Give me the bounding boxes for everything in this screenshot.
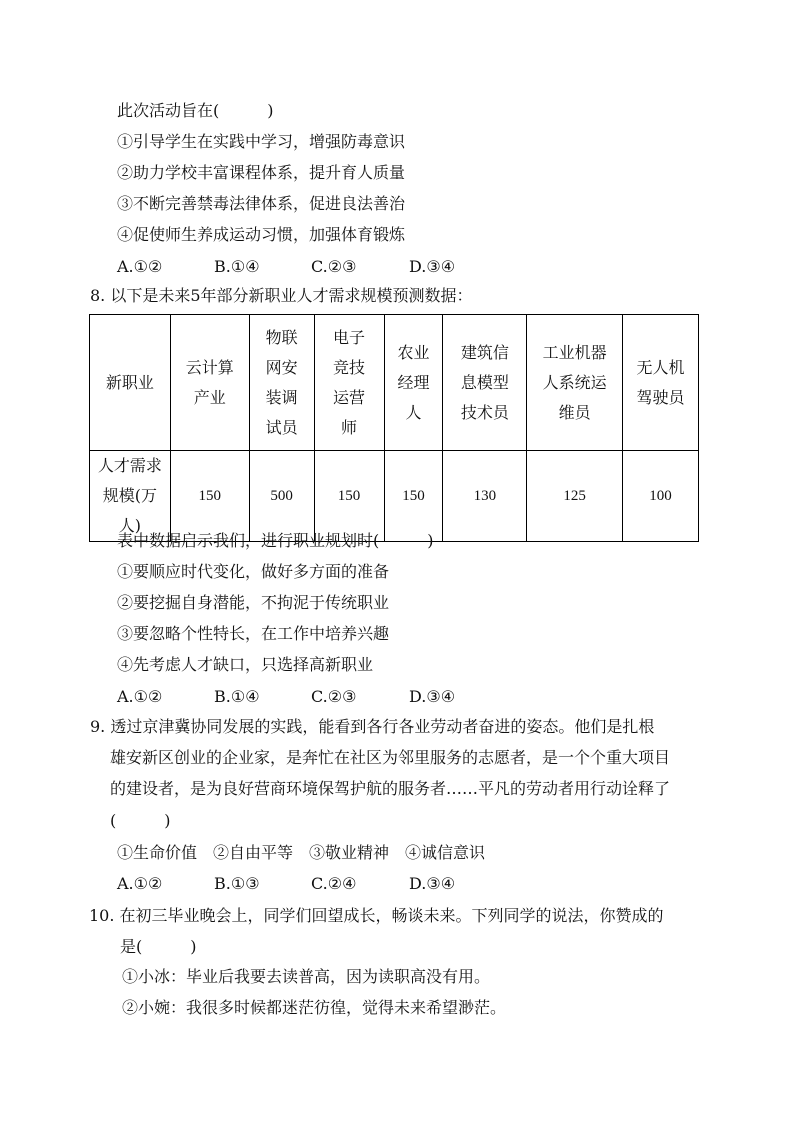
q8-stem: 8. 以下是未来5年部分新职业人才需求规模预测数据： — [90, 286, 473, 305]
q10-line-1: 10. 在初三毕业晚会上，同学们回望成长，畅谈未来。下列同学的说法，你赞成的 — [89, 906, 664, 925]
q7-stem: 此次活动旨在( ) — [117, 101, 274, 120]
table-row-label: 人才需求 规模(万人) — [90, 451, 171, 542]
q9-line-1: 9. 透过京津冀协同发展的实践，能看到各行各业劳动者奋进的姿态。他们是扎根 — [90, 717, 655, 736]
q9-option-b: B.①③ — [214, 874, 260, 893]
table-cell: 150 — [384, 451, 443, 542]
table-cell: 125 — [527, 451, 623, 542]
q8-data-table — [89, 314, 699, 542]
q8-item-1: ①要顺应时代变化，做好多方面的准备 — [117, 562, 390, 581]
q7-item-3: ③不断完善禁毒法律体系，促进良法善治 — [117, 194, 406, 213]
table-header-cell: 云计算 产业 — [170, 315, 249, 451]
q9-line-4: ( ) — [110, 811, 171, 830]
table-cell: 500 — [249, 451, 314, 542]
q10-item-2: ②小婉：我很多时候都迷茫彷徨，觉得未来希望渺茫。 — [122, 998, 507, 1017]
q7-option-a: A.①② — [117, 257, 163, 276]
table-cell: 130 — [443, 451, 527, 542]
q7-item-4: ④促使师生养成运动习惯，加强体育锻炼 — [117, 225, 406, 244]
table-header-row — [90, 315, 699, 451]
table-header-cell: 电子 竞技 运营 师 — [314, 315, 384, 451]
table-header-cell: 物联 网安 装调 试员 — [249, 315, 314, 451]
q8-option-a: A.①② — [117, 687, 163, 706]
q7-item-1: ①引导学生在实践中学习，增强防毒意识 — [117, 132, 406, 151]
q9-line-2: 雄安新区创业的企业家，是奔忙在社区为邻里服务的志愿者，是一个个重大项目 — [110, 748, 671, 767]
q8-item-4: ④先考虑人才缺口，只选择高新职业 — [117, 655, 374, 674]
q10-item-1: ①小冰：毕业后我要去读普高，因为读职高没有用。 — [122, 967, 491, 986]
table-header-cell: 无人机 驾驶员 — [623, 315, 699, 451]
table-data-row — [90, 451, 699, 542]
table-header-cell: 新职业 — [90, 315, 171, 451]
q9-items: ①生命价值 ②自由平等 ③敬业精神 ④诚信意识 — [117, 843, 486, 862]
q10-line-2: 是( ) — [120, 937, 197, 956]
q7-option-d: D.③④ — [409, 257, 456, 276]
q9-option-a: A.①② — [117, 874, 163, 893]
q7-item-2: ②助力学校丰富课程体系，提升育人质量 — [117, 163, 406, 182]
table-header-cell: 工业机器 人系统运 维员 — [527, 315, 623, 451]
q9-line-3: 的建设者，是为良好营商环境保驾护航的服务者……平凡的劳动者用行动诠释了 — [110, 779, 671, 798]
table-header-cell: 建筑信 息模型 技术员 — [443, 315, 527, 451]
table-header-cell: 农业 经理 人 — [384, 315, 443, 451]
q8-option-b: B.①④ — [214, 687, 260, 706]
table-cell: 150 — [314, 451, 384, 542]
q8-prompt: 表中数据启示我们，进行职业规划时( ) — [117, 531, 434, 550]
q8-option-c: C.②③ — [311, 687, 357, 706]
q9-option-d: D.③④ — [409, 874, 456, 893]
q7-option-c: C.②③ — [311, 257, 357, 276]
table-cell: 150 — [170, 451, 249, 542]
q7-option-b: B.①④ — [214, 257, 260, 276]
q9-option-c: C.②④ — [311, 874, 357, 893]
q8-option-d: D.③④ — [409, 687, 456, 706]
q8-item-2: ②要挖掘自身潜能，不拘泥于传统职业 — [117, 593, 390, 612]
table-cell: 100 — [623, 451, 699, 542]
q8-item-3: ③要忽略个性特长，在工作中培养兴趣 — [117, 624, 390, 643]
